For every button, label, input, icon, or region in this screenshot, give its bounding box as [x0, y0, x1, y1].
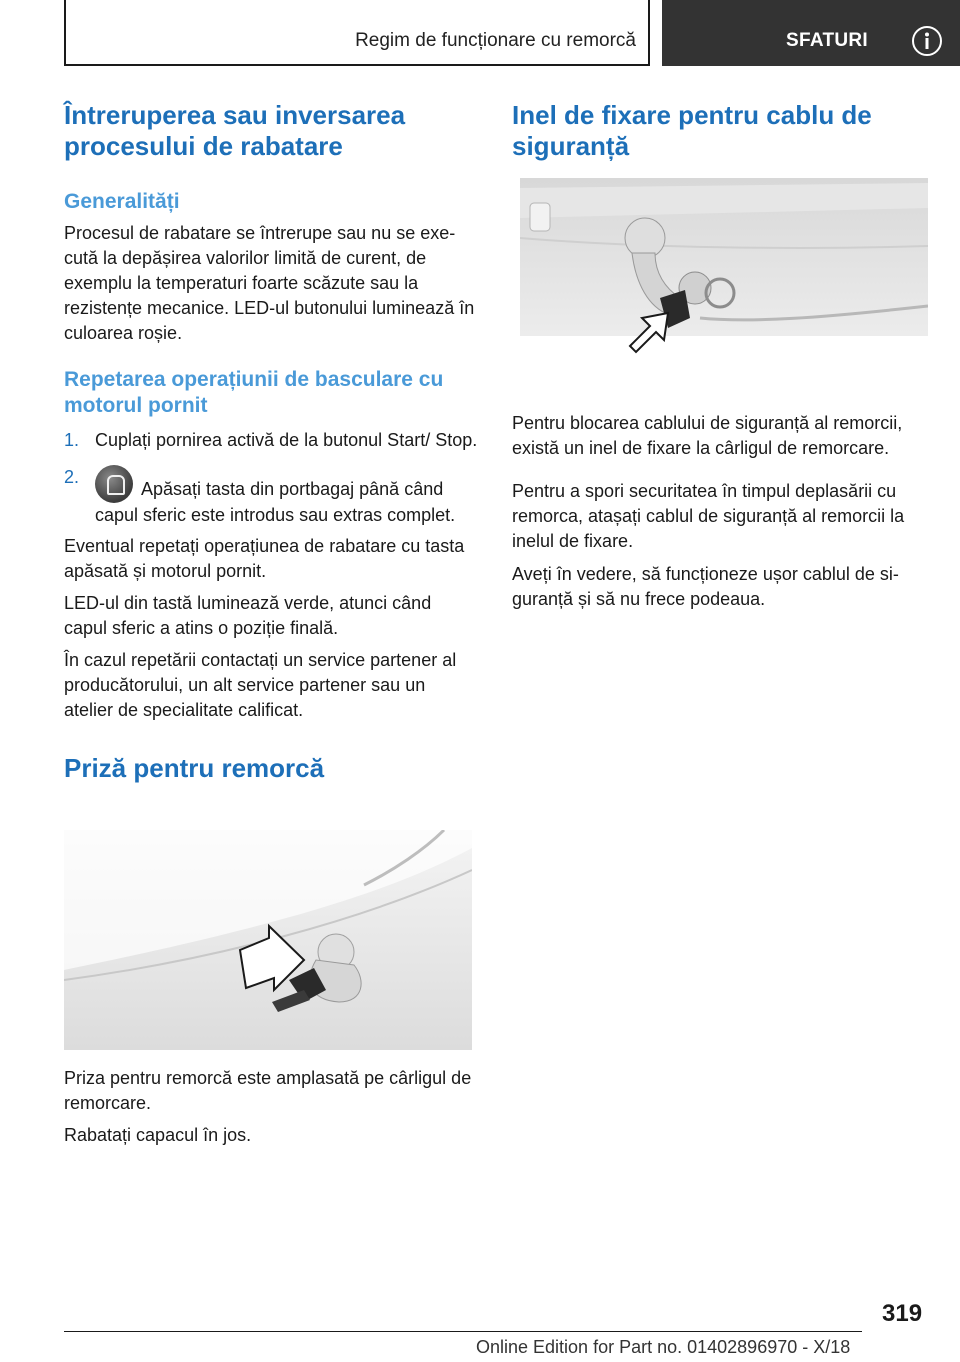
paragraph: Pentru blocarea cablului de siguranță al remorcii, există un inel de fixare la cârligul de remorcare. — [512, 413, 903, 458]
general-text: Procesul de rabatare se întrerupe sau nu se exe-cută la depășirea valorilor limită de curent, de exemplu la temperaturi foarte scăzute sau la rezistențe mecanice. LED-ul butonului luminează în culoarea roșie. — [64, 223, 475, 343]
edition-note: Online Edition for Part no. 01402896970 - X/18 — [476, 1337, 851, 1357]
footer-rule — [64, 1331, 862, 1332]
heading-general: Generalități — [64, 190, 180, 213]
section-tab[interactable] — [662, 0, 960, 66]
chapter-title: Regim de funcționare cu remorcă — [355, 30, 636, 51]
trailer-socket-illustration — [64, 830, 472, 1050]
step-text: Cuplați pornirea activă de la butonul Start/ Stop. — [95, 430, 478, 450]
step-number: 2. — [64, 467, 80, 487]
paragraph: Eventual repetați operațiunea de rabatare cu tasta apăsată și motorul pornit. — [64, 536, 465, 581]
right-column — [512, 100, 930, 162]
heading-repeat: Repetarea operațiunii de basculare cu motorul pornit — [64, 368, 444, 417]
paragraph: Pentru a spori securitatea în timpul deplasării cu remorca, atașați cablul de siguranță al remorcii la inelul de fixare. — [512, 481, 905, 551]
info-icon[interactable] — [910, 24, 944, 58]
section-title-interrupt: Întreruperea sau inversarea procesului de rabatare — [64, 100, 406, 161]
section-title-socket: Priză pentru remorcă — [64, 753, 325, 783]
step-number: 1. — [64, 430, 80, 450]
steps-list — [64, 428, 478, 528]
paragraph: LED-ul din tastă luminează verde, atunci când capul sferic a atins o poziție finală. — [64, 593, 432, 638]
tailgate-button-icon — [95, 465, 133, 503]
socket-text-block — [64, 1066, 478, 1148]
step-text: Apăsați tasta din portbagaj până când capul sferic este introdus sau extras complet. — [95, 479, 456, 525]
paragraph: Rabatați capacul în jos. — [64, 1125, 252, 1145]
safety-ring-text-block — [512, 411, 930, 612]
paragraph: Priza pentru remorcă este amplasată pe cârligul de remorcare. — [64, 1068, 472, 1113]
paragraph: În cazul repetării contactați un service partener al producătorului, un alt service partener sau un atelier de specialitate calificat. — [64, 650, 457, 720]
list-item — [64, 428, 478, 453]
chapter-header — [64, 0, 650, 66]
page-number: 319 — [882, 1300, 923, 1327]
safety-ring-illustration — [520, 178, 928, 376]
section-title-safety-ring: Inel de fixare pentru cablu de siguranță — [512, 100, 872, 161]
list-item — [64, 465, 478, 528]
section-label: SFATURI — [786, 30, 868, 51]
left-column — [64, 100, 478, 784]
paragraph: Aveți în vedere, să funcționeze ușor cablul de si-guranță și să nu frece podeaua. — [512, 564, 899, 609]
